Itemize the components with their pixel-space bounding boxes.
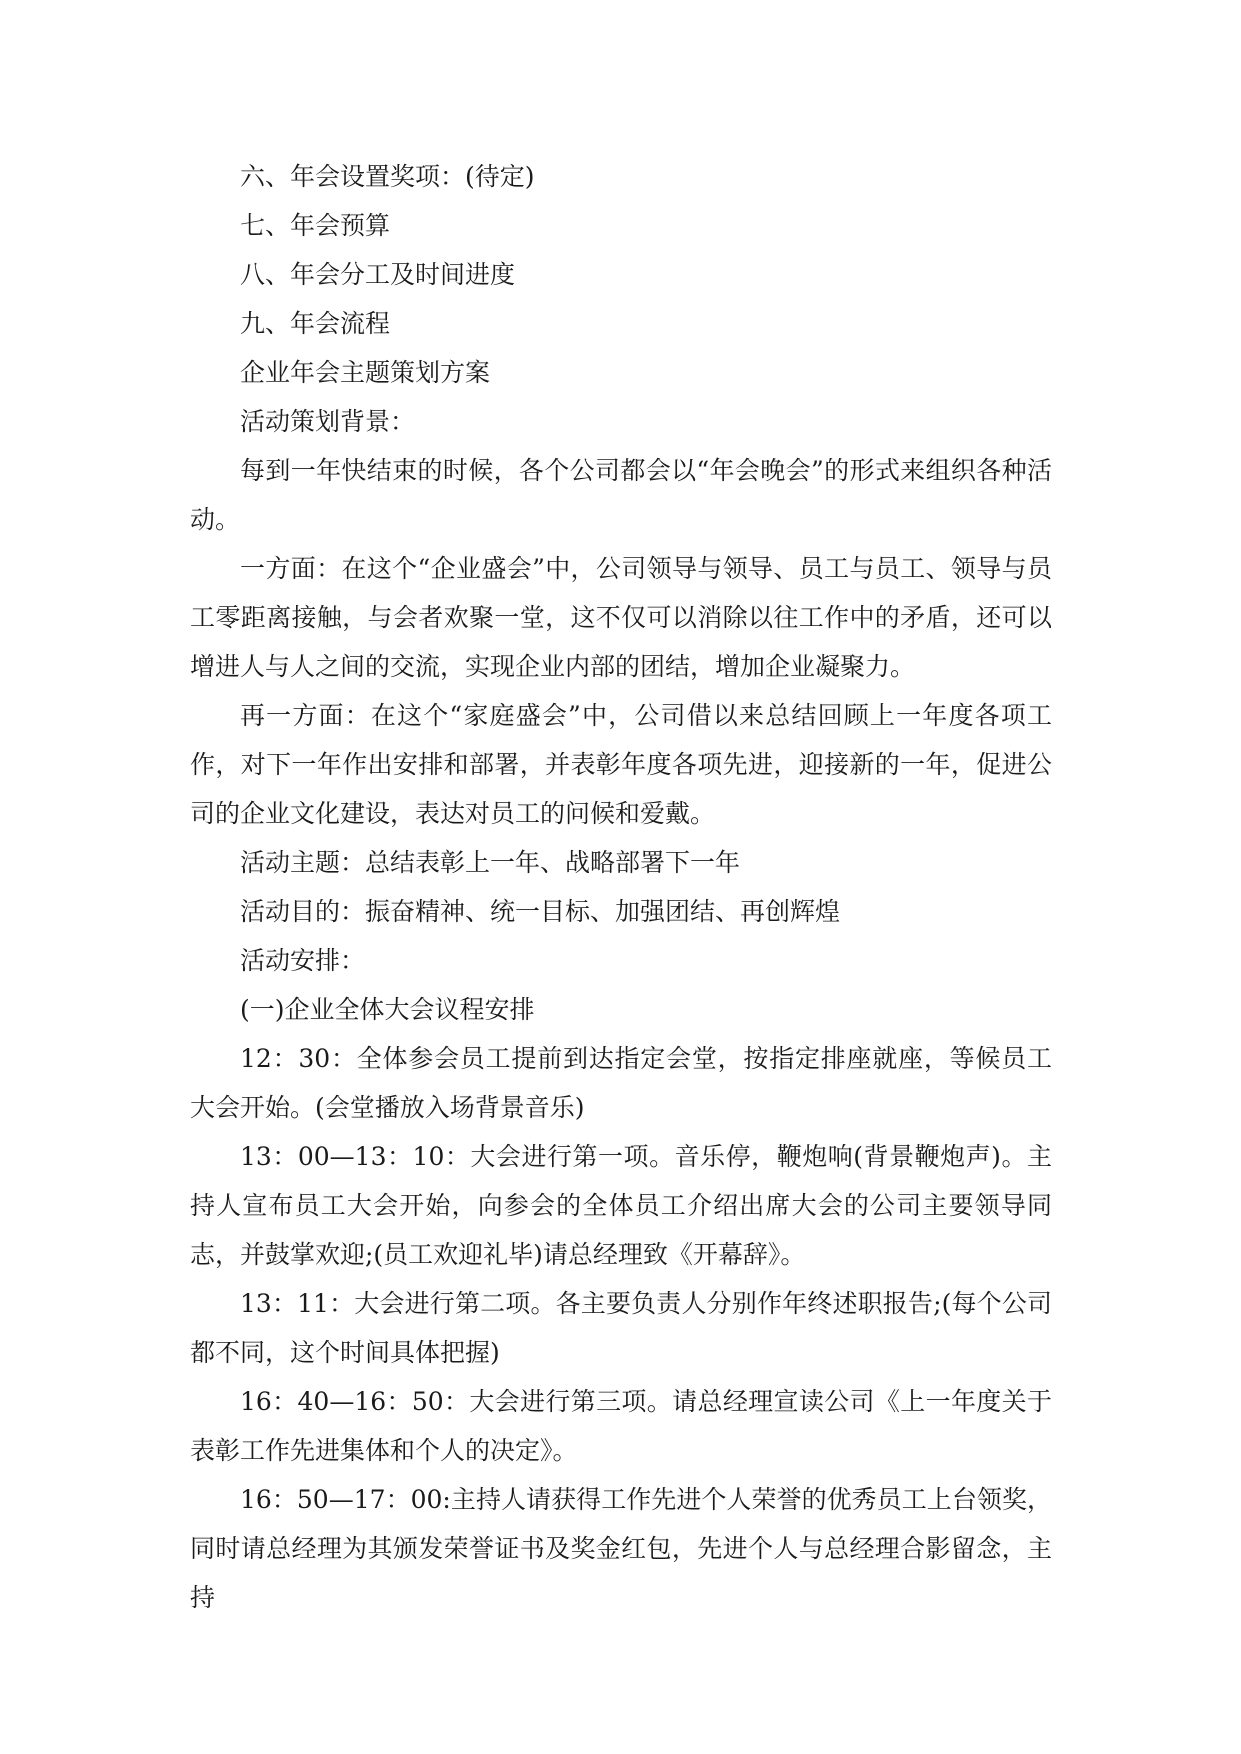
agenda-item: 13：00—13：10：大会进行第一项。音乐停，鞭炮响(背景鞭炮声)。主持人宣布员工大会开始，向参会的全体员工介绍出席大会的公司主要领导同志，并鼓掌欢迎;(员工欢迎礼毕)请总经理致《开幕辞》。 <box>190 1142 1052 1269</box>
document-body <box>190 152 1052 1622</box>
paragraph-budget: 七、年会预算 <box>240 211 391 240</box>
paragraph-background-heading: 活动策划背景： <box>240 407 416 436</box>
paragraph-aspect-one: 一方面：在这个“企业盛会”中，公司领导与领导、员工与员工、领导与员工零距离接触，与会者欢聚一堂，这不仅可以消除以往工作中的矛盾，还可以增进人与人之间的交流，实现企业内部的团结，增加企业凝聚力。 <box>190 554 1052 681</box>
paragraph-award-settings: 六、年会设置奖项：(待定) <box>240 162 535 191</box>
agenda-item: 13：11：大会进行第二项。各主要负责人分别作年终述职报告;(每个公司都不同，这个时间具体把握) <box>190 1289 1052 1367</box>
agenda-item: 16：40—16：50：大会进行第三项。请总经理宣读公司《上一年度关于表彰工作先进集体和个人的决定》。 <box>190 1387 1052 1465</box>
paragraph-purpose: 活动目的：振奋精神、统一目标、加强团结、再创辉煌 <box>240 897 841 926</box>
paragraph-agenda-heading: (一)企业全体大会议程安排 <box>240 995 535 1024</box>
paragraph-background: 每到一年快结束的时候，各个公司都会以“年会晚会”的形式来组织各种活动。 <box>190 456 1052 534</box>
paragraph-division-schedule: 八、年会分工及时间进度 <box>240 260 516 289</box>
paragraph-theme: 活动主题：总结表彰上一年、战略部署下一年 <box>240 848 741 877</box>
paragraph-process: 九、年会流程 <box>240 309 391 338</box>
paragraph-arrangement-heading: 活动安排： <box>240 946 366 975</box>
agenda-item: 16：50—17：00:主持人请获得工作先进个人荣誉的优秀员工上台领奖，同时请总经理为其颁发荣誉证书及奖金红包，先进个人与总经理合影留念，主持 <box>190 1485 1052 1612</box>
paragraph-aspect-two: 再一方面：在这个“家庭盛会”中，公司借以来总结回顾上一年度各项工作，对下一年作出安排和部署，并表彰年度各项先进，迎接新的一年，促进公司的企业文化建设，表达对员工的问候和爱戴。 <box>190 701 1052 828</box>
agenda-item: 12：30：全体参会员工提前到达指定会堂，按指定排座就座，等候员工大会开始。(会堂播放入场背景音乐) <box>190 1044 1052 1122</box>
section-title: 企业年会主题策划方案 <box>240 358 491 387</box>
